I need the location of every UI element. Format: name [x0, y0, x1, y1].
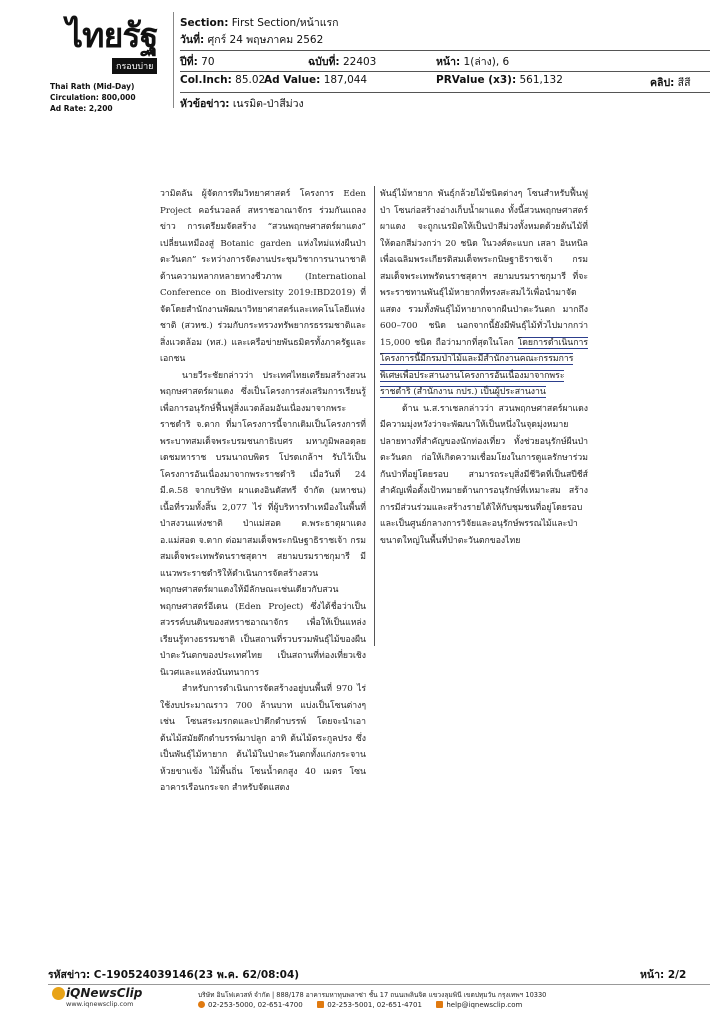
column-divider	[374, 186, 375, 646]
date-value: ศุกร์ 24 พฤษภาคม 2562	[207, 34, 324, 46]
email-address: help@iqnewsclip.com	[446, 1001, 523, 1009]
publication-name: Thai Rath (Mid-Day)	[50, 82, 135, 91]
fax-numbers: 02-253-5001, 02-651-4701	[327, 1001, 422, 1009]
email-icon	[436, 1001, 443, 1008]
section-value: First Section/หน้าแรก	[231, 17, 339, 29]
issue-label: ฉบับที่:	[308, 56, 340, 68]
advalue-label: Ad Value:	[264, 74, 321, 86]
value-row	[180, 71, 710, 89]
publication-block	[48, 12, 174, 113]
logo-text: ไทยรัฐ	[66, 16, 158, 56]
headline-label: หัวข้อข่าว:	[180, 98, 230, 110]
iqnewsclip-logo	[66, 986, 176, 1016]
date-row	[180, 29, 710, 46]
clip-metadata	[176, 12, 710, 112]
clip-value: สีสี	[677, 77, 691, 89]
page-label: หน้า:	[436, 56, 461, 68]
prvalue-label: PRValue (x3):	[436, 74, 517, 86]
highlighted-passage: โดยการดำเนินการโครงการนี้มีกรมป่าไม้และมีสำนักงานคณะกรรมการพิเศษเพื่อประสานงานโครงการอันเนื่องมาจากพระราชดำริ (สำนักงาน กปร.) เป็นผู้ประสานงาน	[380, 337, 588, 397]
page-value: 1(ล่าง), 6	[463, 56, 510, 68]
prvalue-value: 561,132	[519, 74, 563, 86]
date-label: วันที่:	[180, 34, 205, 46]
logo-edition: กรอบบ่าย	[112, 58, 157, 74]
brand-mark-icon	[52, 987, 65, 1000]
ad-rate: Ad Rate: 2,200	[50, 104, 113, 113]
advalue-value: 187,044	[323, 74, 368, 86]
year-label: ปีที่:	[180, 56, 198, 68]
article-clip	[160, 186, 600, 792]
news-code: รหัสข่าว: C-190524039146(23 พ.ค. 62/08:04)	[48, 969, 300, 981]
article-paragraph: นายวีระชัยกล่าวว่า ประเทศไทยเตรียมสร้างสวนพฤกษศาสตร์ผาแดง ซึ่งเป็นโครงการส่งเสริมการเรียนรู้เพื่อการอนุรักษ์ฟื้นฟูสิ่งแวดล้อมอันเนื่องมาจากพระราชดำริ จ.ตาก ที่มาโครงการนี้จากเดิมเป็นโครงการที่พระบาทสมเด็จพระบรมชนกาธิเบศร มหาภูมิพลอดุลยเดชมหาราช บรมนาถบพิตร โปรดเกล้าฯ รับไว้เป็นโครงการอันเนื่องมาจากพระราชดำริ เมื่อวันที่ 24 มี.ค.58 จากบริษัท ผาแดงอินดัสทรี จำกัด (มหาชน) เนื้อที่รวมทั้งสิ้น 2,077 ไร่ ที่ผู้บริหารทำเหมืองในพื้นที่ป่าสงวนแห่งชาติ ป่าแม่สอด ต.พระธาตุผาแดง อ.แม่สอด จ.ตาก ต่อมาสมเด็จพระกนิษฐาธิราชเจ้า กรมสมเด็จพระเทพรัตนราชสุดาฯ สยามบรมราชกุมารี มีแนวพระราชดำริให้ดำเนินการจัดสร้างสวนพฤกษศาสตร์ผาแดงให้มีลักษณะเช่นเดียวกับสวนพฤกษศาสตร์อีเดน (Eden Project) ซึ่งได้ชื่อว่าเป็นสวรรค์บนดินของสหราชอาณาจักร เพื่อให้เป็นแหล่งเรียนรู้ทางธรรมชาติ เป็นสถานที่รวบรวมพันธุ์ไม้ของผืนป่าตะวันตกของประเทศไทย เป็นสถานที่ท่องเที่ยวเชิงนิเวศและแหล่งนันทนาการ	[160, 370, 366, 678]
issue-row	[180, 50, 710, 68]
section-row	[180, 12, 710, 29]
headline-value: เนรมิต-ป่าสีม่วง	[232, 98, 304, 110]
article-paragraph: สำหรับการดำเนินการจัดสร้างอยู่บนพื้นที่ 970 ไร่ ใช้งบประมาณราว 700 ล้านบาท แบ่งเป็นโซนต่างๆ เช่น โซนสระมรกตและป่าดึกดำบรรพ์ โดยจะนำเอาต้นไม้สมัยดึกดำบรรพ์มาปลูก อาทิ ต้นไม้ตระกูลปรง ซึ่งเป็นพันธุ์ไม้หายาก ต้นไม้ในป่าตะวันตกทั้งแก่งกระจาน ห้วยขาแข้ง ไม้พื้นถิ่น โซนน้ำตกสูง 40 เมตร โซนอาคารเรือนกระจก สำหรับจัดแสดง	[160, 684, 366, 793]
article-paragraph: ด้าน น.ส.ราเชลกล่าวว่า สวนพฤกษศาสตร์ผาแดง มีความมุ่งหวังว่าจะพัฒนาให้เป็นหนึ่งในจุดมุ่งหมายปลายทางที่สำคัญของนักท่องเที่ยว ทั้งช่วยอนุรักษ์ผืนป่าตะวันตก ก่อให้เกิดความเชื่อมโยงในการดูแลรักษาร่วมกันป่าที่อยู่โดยรอบ สามารถระบุสิ่งมีชีวิตที่เป็นสปีชีส์สำคัญเพื่อตั้งเป้าหมายด้านการอนุรักษ์ที่เหมาะสม สร้างการมีส่วนร่วมและสร้างรายได้ให้กับชุมชนที่อยู่โดยรอบและเป็นศูนย์กลางการวิจัยและอนุรักษ์พรรณไม้และป่าขนาดใหญ่ในพื้นที่ป่าตะวันตกของไทย	[380, 403, 588, 546]
footer-divider	[48, 984, 710, 985]
clip-header	[48, 12, 710, 112]
colinch-label: Col.Inch:	[180, 74, 232, 86]
circulation: Circulation: 800,000	[50, 93, 136, 102]
company-address: บริษัท อินโฟเควสท์ จำกัด | 888/178 อาคารมหาทุนพลาซ่า ชั้น 17 ถนนเพลินจิต แขวงลุมพินี เขตปทุมวัน กรุงเทพฯ 10330	[198, 991, 547, 999]
headline-row	[180, 92, 710, 110]
phone-numbers: 02-253-5000, 02-651-4700	[208, 1001, 303, 1009]
article-paragraph: วามิตลัน ผู้จัดการทีมวิทยาศาสตร์ โครงการ Eden Project คอร์นวอลล์ สหราชอาณาจักร ร่วมกันแถลงข่าว การเตรียมจัดสร้าง “สวนพฤกษศาสตร์ผาแดง” เปลี่ยนเหมืองสู่ Botanic garden แห่งใหม่แห่งผืนป่าตะวันตก” ระหว่างการจัดงานประชุมวิชาการนานาชาติด้านความหลากหลายทางชีวภาพ (International Conference on Biodiversity 2019:IBD2019) ที่จัดโดยสำนักงานพัฒนาวิทยาศาสตร์และเทคโนโลยีแห่งชาติ (สวทช.) ร่วมกับกระทรวงทรัพยากรธรรมชาติและสิ่งแวดล้อม (ทส.) และเครือข่ายพันธมิตรทั้งภาครัฐและเอกชน	[160, 189, 366, 364]
section-label: Section:	[180, 17, 229, 29]
colinch-value: 85.02	[235, 74, 266, 86]
brand-url: www.iqnewsclip.com	[66, 1000, 134, 1008]
page-indicator: หน้า: 2/2	[640, 969, 687, 981]
fax-icon	[317, 1001, 324, 1008]
brand-name: iQNewsClip	[66, 986, 143, 1000]
article-column-right	[380, 186, 588, 786]
phone-icon	[198, 1001, 205, 1008]
article-paragraph: พันธุ์ไม้หายาก พันธุ์กล้วยไม้ชนิดต่างๆ โซนสำหรับฟื้นฟูป่า โซนก่อสร้างอ่างเก็บน้ำผาแดง ทั้งนี้สวนพฤกษศาสตร์ผาแดง จะถูกเนรมิตให้เป็นป่าสีม่วงทั้งหมดด้วยต้นไม้ที่ให้ดอกสีม่วงกว่า 20 ชนิด ในวงศ์ตะแบก เสลา อินทนิล เพื่อเฉลิมพระเกียรติสมเด็จพระกนิษฐาธิราชเจ้า กรมสมเด็จพระเทพรัตนราชสุดาฯ สยามบรมราชกุมารี ที่จะพระราชทานพันธุ์ไม้หายากที่ทรงสะสมไว้เพื่อนำมาจัดแสดง รวมทั้งพันธุ์ไม้หายากจากผืนป่าตะวันตก มากถึง 600–700 ชนิด นอกจากนี้ยังมีพันธุ์ไม้ทั่วไปมากกว่า 15,000 ชนิด ถือว่ามากที่สุดในโลก	[380, 189, 588, 348]
thairath-logo	[66, 16, 166, 76]
contact-line	[198, 1001, 522, 1009]
clip-label: คลิป:	[650, 77, 675, 89]
issue-value: 22403	[342, 56, 377, 68]
year-value: 70	[201, 56, 215, 68]
article-column-left	[160, 186, 366, 793]
